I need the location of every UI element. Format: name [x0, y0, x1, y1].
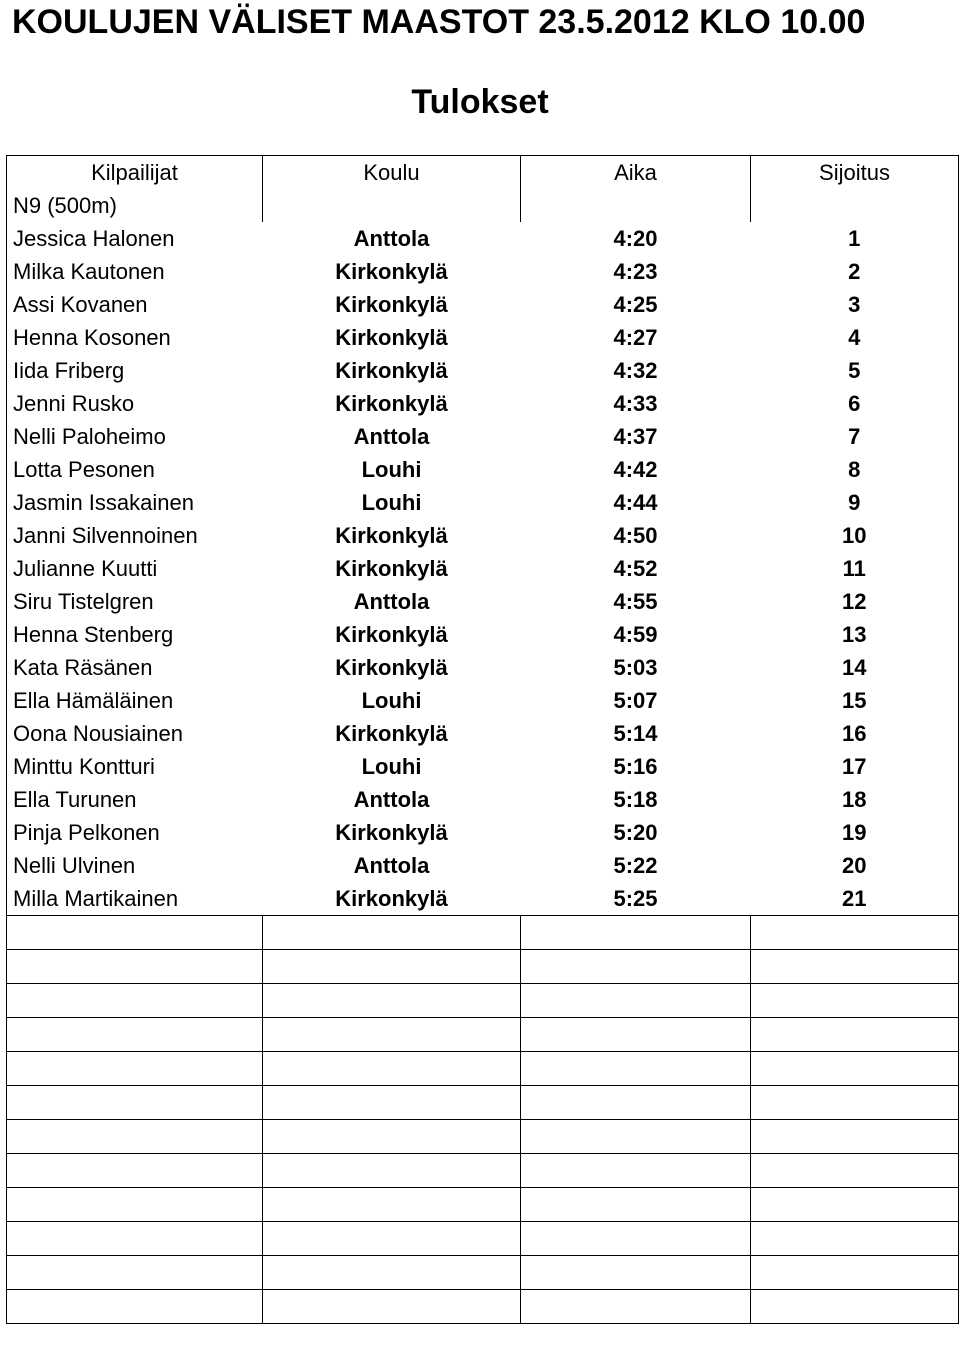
empty-cell: [521, 1188, 751, 1222]
empty-cell: [751, 916, 959, 950]
category-label: N9 (500m): [7, 189, 263, 222]
placement: 1: [751, 222, 959, 255]
empty-row: [7, 1086, 959, 1120]
school-name: Kirkonkylä: [335, 820, 448, 845]
empty-cell: [7, 1018, 263, 1052]
school-name: Louhi: [361, 688, 422, 713]
finish-time: 5:25: [613, 886, 658, 911]
school-name: Kirkonkylä: [335, 622, 448, 647]
table-row: [7, 552, 959, 585]
finish-time: 5:18: [613, 787, 658, 812]
table-row: [7, 420, 959, 453]
competitor-name: Jenni Rusko: [7, 387, 263, 420]
category-row: [7, 189, 959, 222]
competitor-name: Jessica Halonen: [7, 222, 263, 255]
placement: 5: [751, 354, 959, 387]
empty-row: [7, 1290, 959, 1324]
finish-time: 4:52: [613, 556, 658, 581]
placement: 18: [751, 783, 959, 816]
school-name: Louhi: [361, 754, 422, 779]
table-row: [7, 222, 959, 255]
school-name: Kirkonkylä: [335, 391, 448, 416]
competitor-name: Ella Turunen: [7, 783, 263, 816]
competitor-name: Julianne Kuutti: [7, 552, 263, 585]
placement: 21: [751, 882, 959, 916]
placement: 8: [751, 453, 959, 486]
finish-time: 4:27: [613, 325, 658, 350]
table-row: [7, 783, 959, 816]
table-row: [7, 849, 959, 882]
placement: 11: [751, 552, 959, 585]
competitor-name: Oona Nousiainen: [7, 717, 263, 750]
placement: 10: [751, 519, 959, 552]
empty-row: [7, 1120, 959, 1154]
school-name: Kirkonkylä: [335, 556, 448, 581]
empty-row: [7, 1154, 959, 1188]
table-row: [7, 387, 959, 420]
placement: 2: [751, 255, 959, 288]
category-cell: [751, 189, 959, 222]
placement: 13: [751, 618, 959, 651]
finish-time: 5:16: [613, 754, 658, 779]
empty-cell: [751, 1052, 959, 1086]
finish-time: 4:23: [613, 259, 658, 284]
empty-cell: [751, 984, 959, 1018]
empty-cell: [7, 984, 263, 1018]
finish-time: 5:14: [613, 721, 658, 746]
competitor-name: Iida Friberg: [7, 354, 263, 387]
empty-cell: [751, 1188, 959, 1222]
school-name: Kirkonkylä: [335, 655, 448, 680]
placement: 14: [751, 651, 959, 684]
finish-time: 4:25: [613, 292, 658, 317]
placement: 15: [751, 684, 959, 717]
competitor-name: Milka Kautonen: [7, 255, 263, 288]
competitor-name: Ella Hämäläinen: [7, 684, 263, 717]
empty-cell: [751, 1290, 959, 1324]
finish-time: 4:50: [613, 523, 658, 548]
competitor-name: Nelli Ulvinen: [7, 849, 263, 882]
column-header-competitors: Kilpailijat: [7, 156, 263, 190]
empty-cell: [7, 1222, 263, 1256]
column-header-rank: Sijoitus: [751, 156, 959, 190]
table-row: [7, 816, 959, 849]
table-row: [7, 519, 959, 552]
school-name: Kirkonkylä: [335, 721, 448, 746]
empty-cell: [7, 1120, 263, 1154]
empty-cell: [263, 1018, 521, 1052]
category-cell: [521, 189, 751, 222]
empty-cell: [521, 1018, 751, 1052]
finish-time: 5:20: [613, 820, 658, 845]
competitor-name: Henna Stenberg: [7, 618, 263, 651]
school-name: Anttola: [353, 589, 430, 614]
finish-time: 4:44: [613, 490, 658, 515]
finish-time: 5:22: [613, 853, 658, 878]
competitor-name: Pinja Pelkonen: [7, 816, 263, 849]
finish-time: 4:55: [613, 589, 658, 614]
empty-cell: [7, 1256, 263, 1290]
empty-cell: [263, 950, 521, 984]
school-name: Kirkonkylä: [335, 325, 448, 350]
placement: 9: [751, 486, 959, 519]
finish-time: 4:59: [613, 622, 658, 647]
empty-cell: [263, 1256, 521, 1290]
empty-cell: [7, 1188, 263, 1222]
column-header-school: Koulu: [263, 156, 521, 190]
school-name: Anttola: [353, 787, 430, 812]
table-row: [7, 651, 959, 684]
school-name: Kirkonkylä: [335, 886, 448, 911]
empty-row: [7, 1256, 959, 1290]
empty-cell: [521, 950, 751, 984]
table-row: [7, 585, 959, 618]
empty-cell: [751, 1120, 959, 1154]
empty-cell: [7, 1154, 263, 1188]
table-row: [7, 882, 959, 916]
document-title: KOULUJEN VÄLISET MAASTOT 23.5.2012 KLO 10.00: [12, 3, 866, 41]
empty-cell: [521, 1256, 751, 1290]
finish-time: 5:03: [613, 655, 658, 680]
empty-cell: [263, 1222, 521, 1256]
empty-cell: [263, 1188, 521, 1222]
placement: 17: [751, 750, 959, 783]
empty-cell: [751, 1222, 959, 1256]
finish-time: 4:37: [613, 424, 658, 449]
results-table: [6, 155, 959, 1324]
empty-cell: [521, 1052, 751, 1086]
empty-cell: [7, 950, 263, 984]
empty-cell: [263, 1120, 521, 1154]
table-header-row: [7, 156, 959, 190]
empty-row: [7, 1052, 959, 1086]
finish-time: 5:07: [613, 688, 658, 713]
competitor-name: Janni Silvennoinen: [7, 519, 263, 552]
table-row: [7, 750, 959, 783]
table-row: [7, 684, 959, 717]
placement: 6: [751, 387, 959, 420]
empty-cell: [263, 1052, 521, 1086]
empty-cell: [521, 1120, 751, 1154]
empty-cell: [7, 1290, 263, 1324]
competitor-name: Minttu Kontturi: [7, 750, 263, 783]
school-name: Louhi: [361, 490, 422, 515]
empty-cell: [521, 916, 751, 950]
empty-cell: [751, 1086, 959, 1120]
competitor-name: Jasmin Issakainen: [7, 486, 263, 519]
competitor-name: Nelli Paloheimo: [7, 420, 263, 453]
empty-cell: [7, 1086, 263, 1120]
placement: 16: [751, 717, 959, 750]
empty-cell: [521, 1290, 751, 1324]
finish-time: 4:20: [613, 226, 658, 251]
finish-time: 4:33: [613, 391, 658, 416]
empty-row: [7, 1222, 959, 1256]
empty-cell: [263, 984, 521, 1018]
empty-row: [7, 916, 959, 950]
empty-cell: [263, 916, 521, 950]
competitor-name: Siru Tistelgren: [7, 585, 263, 618]
finish-time: 4:32: [613, 358, 658, 383]
empty-row: [7, 1188, 959, 1222]
finish-time: 4:42: [613, 457, 658, 482]
empty-cell: [751, 1154, 959, 1188]
empty-cell: [521, 1222, 751, 1256]
empty-cell: [7, 916, 263, 950]
table-row: [7, 321, 959, 354]
table-row: [7, 453, 959, 486]
empty-row: [7, 984, 959, 1018]
competitor-name: Kata Räsänen: [7, 651, 263, 684]
empty-cell: [751, 1256, 959, 1290]
table-row: [7, 717, 959, 750]
empty-cell: [751, 950, 959, 984]
empty-cell: [263, 1154, 521, 1188]
empty-cell: [521, 1086, 751, 1120]
table-row: [7, 486, 959, 519]
column-header-time: Aika: [521, 156, 751, 190]
empty-cell: [263, 1290, 521, 1324]
empty-cell: [751, 1018, 959, 1052]
table-row: [7, 354, 959, 387]
competitor-name: Lotta Pesonen: [7, 453, 263, 486]
school-name: Kirkonkylä: [335, 358, 448, 383]
placement: 4: [751, 321, 959, 354]
placement: 3: [751, 288, 959, 321]
results-heading: Tulokset: [411, 83, 549, 121]
table-row: [7, 288, 959, 321]
empty-cell: [263, 1086, 521, 1120]
results-body: [7, 189, 959, 1324]
empty-cell: [521, 1154, 751, 1188]
empty-cell: [7, 1052, 263, 1086]
school-name: Kirkonkylä: [335, 523, 448, 548]
table-row: [7, 618, 959, 651]
school-name: Anttola: [353, 424, 430, 449]
competitor-name: Milla Martikainen: [7, 882, 263, 916]
empty-row: [7, 1018, 959, 1052]
category-cell: [263, 189, 521, 222]
competitor-name: Assi Kovanen: [7, 288, 263, 321]
placement: 19: [751, 816, 959, 849]
school-name: Kirkonkylä: [335, 292, 448, 317]
empty-cell: [521, 984, 751, 1018]
empty-row: [7, 950, 959, 984]
placement: 20: [751, 849, 959, 882]
table-row: [7, 255, 959, 288]
competitor-name: Henna Kosonen: [7, 321, 263, 354]
placement: 12: [751, 585, 959, 618]
placement: 7: [751, 420, 959, 453]
school-name: Anttola: [353, 853, 430, 878]
school-name: Louhi: [361, 457, 422, 482]
school-name: Anttola: [353, 226, 430, 251]
school-name: Kirkonkylä: [335, 259, 448, 284]
